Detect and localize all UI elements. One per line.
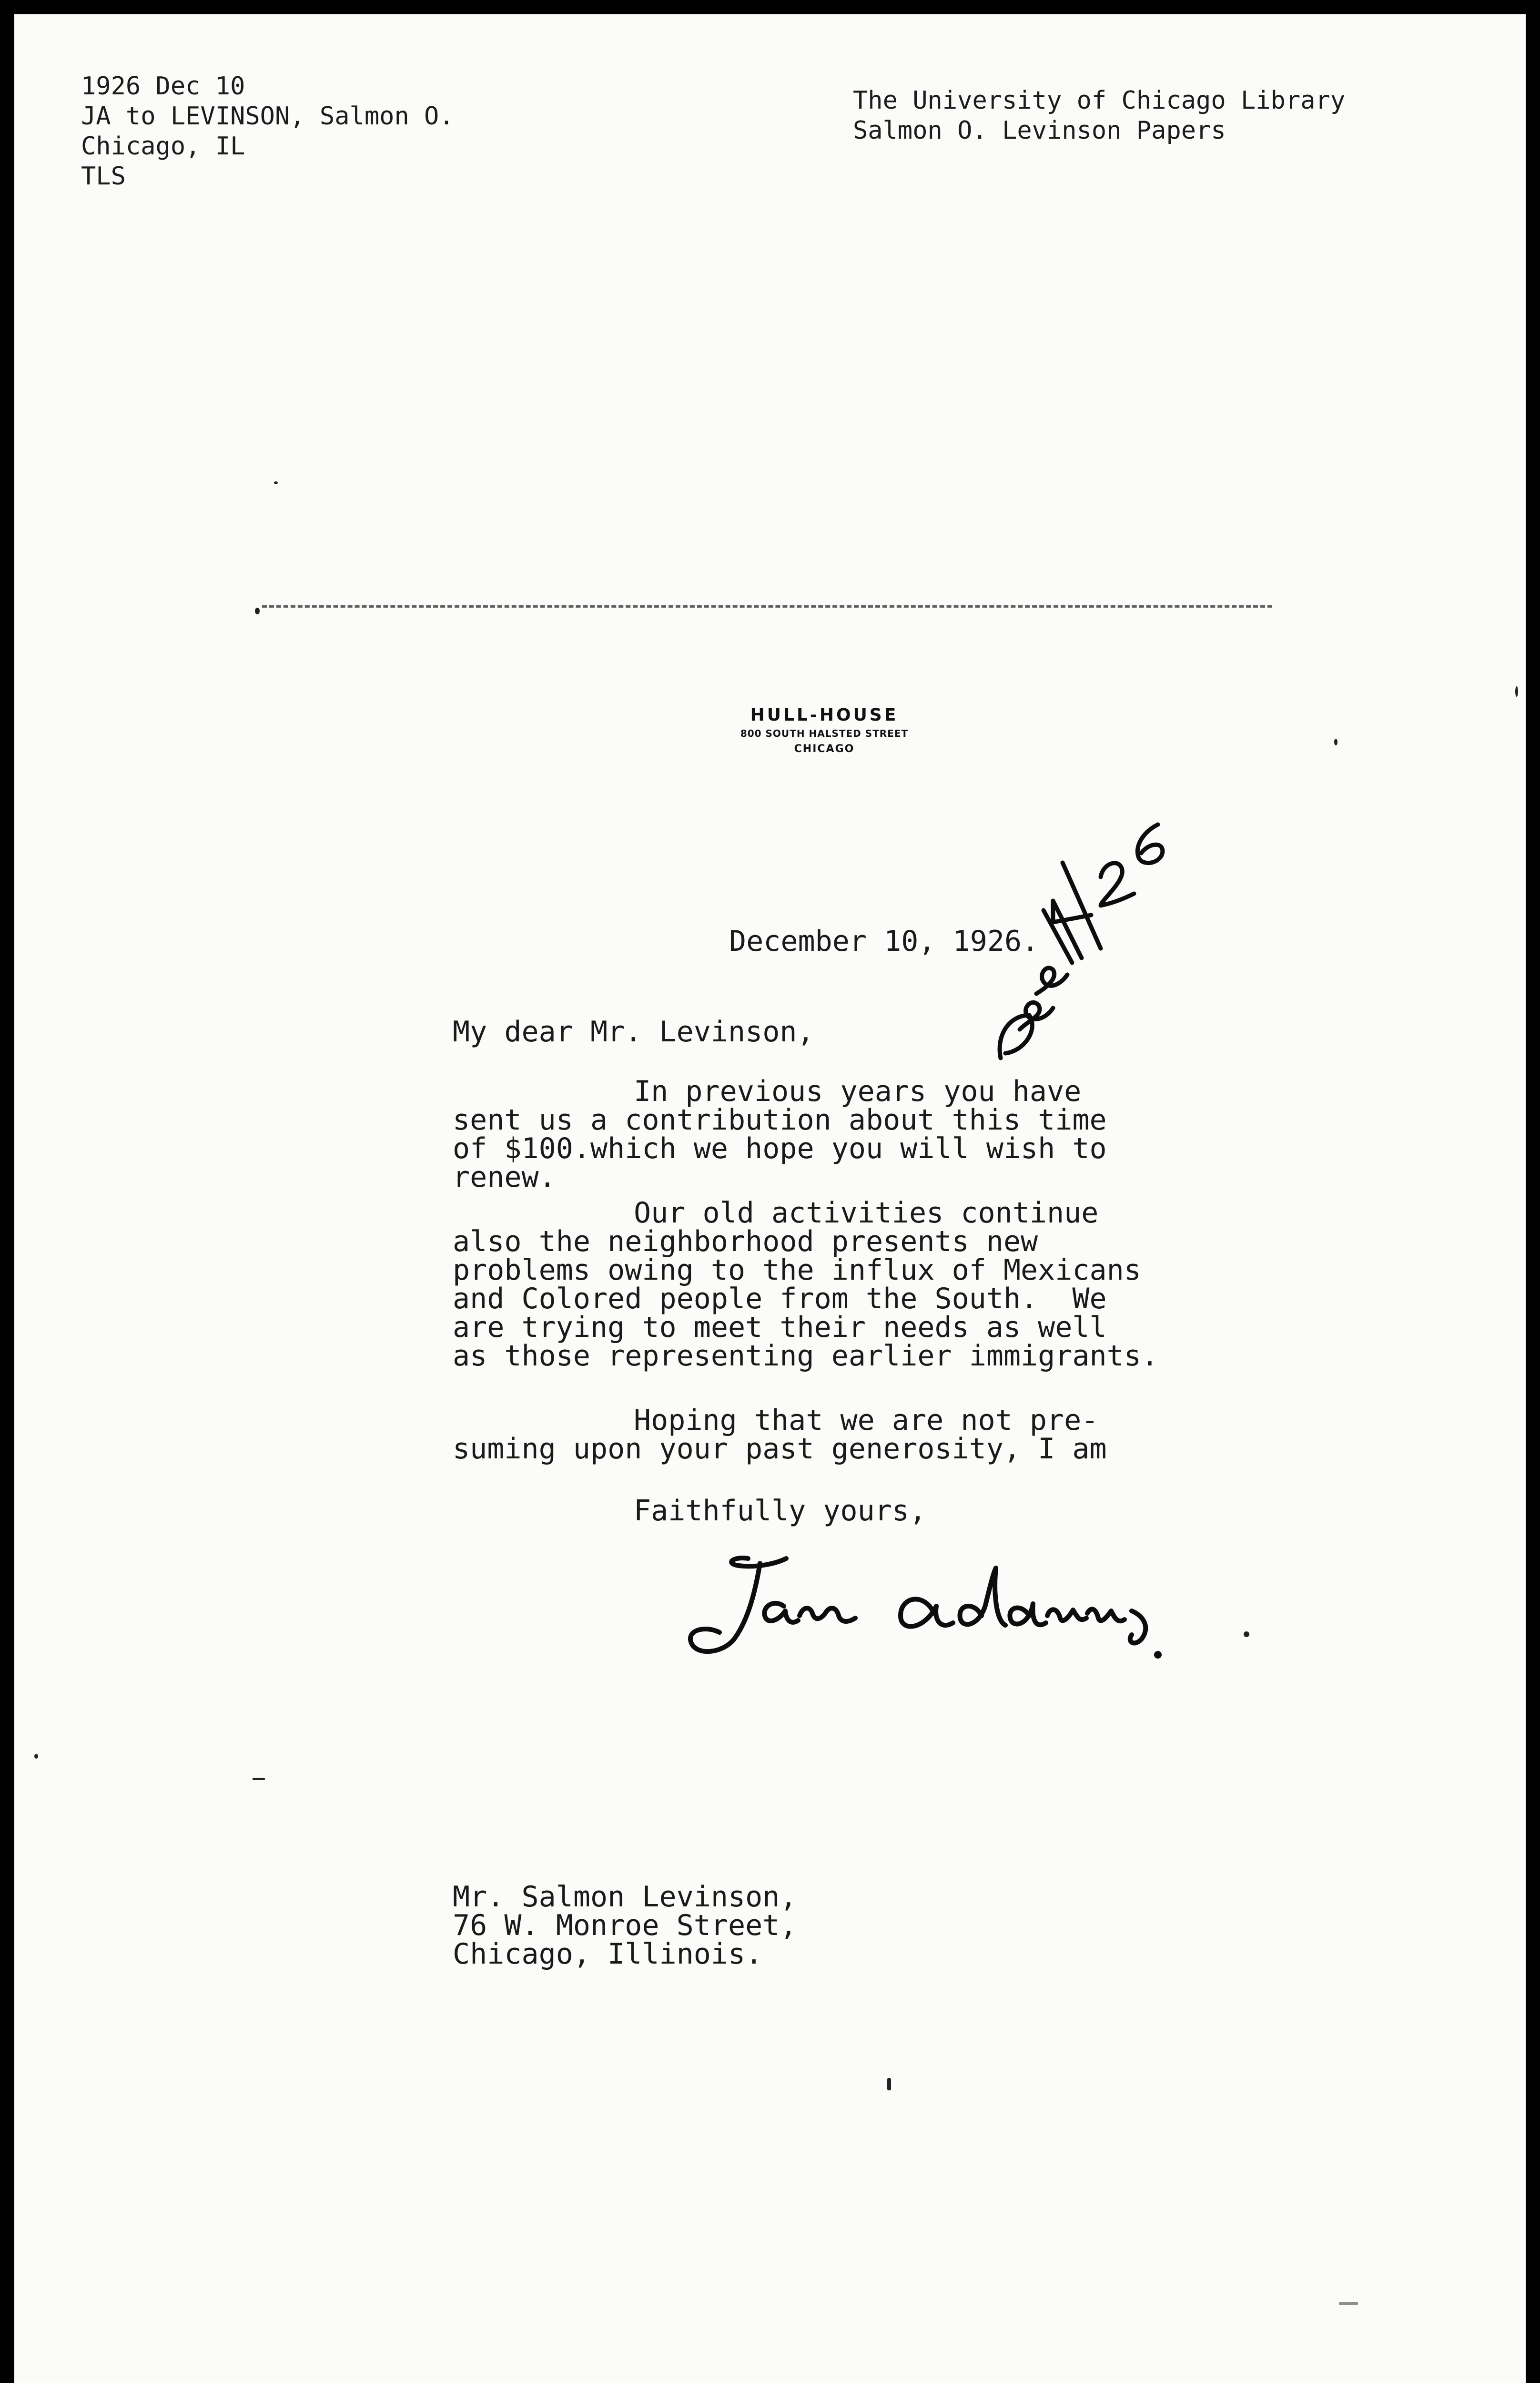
signature-jane-addams bbox=[677, 1544, 1272, 1668]
repository-collection: Salmon O. Levinson Papers bbox=[853, 116, 1226, 145]
document-page bbox=[14, 14, 1526, 2383]
paragraph-1-line: renew. bbox=[453, 1161, 556, 1194]
letterhead-address: 800 SOUTH HALSTED STREET bbox=[740, 728, 909, 739]
paragraph-2-line: and Colored people from the South. We bbox=[453, 1282, 1107, 1315]
scan-speck bbox=[1334, 739, 1337, 745]
paragraph-2-line: problems owing to the influx of Mexicans bbox=[453, 1253, 1141, 1287]
scan-speck bbox=[255, 608, 260, 614]
letterhead bbox=[586, 705, 1063, 755]
paragraph-1-line: of $100.which we hope you will wish to bbox=[453, 1132, 1107, 1165]
paragraph-2-line: also the neighborhood presents new bbox=[453, 1225, 1038, 1258]
repository-info bbox=[853, 86, 1345, 146]
paragraph-2-line: are trying to meet their needs as well bbox=[453, 1311, 1107, 1344]
scan-speck bbox=[34, 1754, 38, 1759]
paragraph-1-line: sent us a contribution about this time bbox=[453, 1103, 1107, 1137]
catalog-place: Chicago, IL bbox=[81, 132, 245, 161]
catalog-correspondents: JA to LEVINSON, Salmon O. bbox=[81, 102, 454, 131]
closing: Faithfully yours, bbox=[634, 1494, 927, 1528]
recipient-line: Chicago, Illinois. bbox=[453, 1937, 763, 1971]
catalog-date: 1926 Dec 10 bbox=[81, 72, 245, 101]
paragraph-1-line: In previous years you have bbox=[634, 1075, 1082, 1108]
paragraph-2-line: Our old activities continue bbox=[634, 1196, 1099, 1230]
salutation: My dear Mr. Levinson, bbox=[453, 1015, 814, 1049]
catalog-metadata bbox=[81, 71, 454, 192]
recipient-line: 76 W. Monroe Street, bbox=[453, 1909, 797, 1942]
paragraph-2-line: as those representing earlier immigrants. bbox=[453, 1339, 1159, 1373]
recipient-line: Mr. Salmon Levinson, bbox=[453, 1880, 797, 1914]
scan-separator-line bbox=[262, 605, 1272, 608]
catalog-form: TLS bbox=[81, 162, 126, 191]
letterhead-name: HULL-HOUSE bbox=[750, 705, 899, 725]
scan-speck bbox=[1515, 686, 1518, 697]
letterhead-city: CHICAGO bbox=[794, 743, 855, 755]
paragraph-3-line: Hoping that we are not pre- bbox=[634, 1404, 1099, 1437]
scan-speck bbox=[887, 2078, 891, 2090]
repository-library: The University of Chicago Library bbox=[853, 86, 1346, 115]
scan-speck bbox=[253, 1778, 265, 1780]
scan-speck bbox=[1339, 2302, 1358, 2305]
paragraph-3-line: suming upon your past generosity, I am bbox=[453, 1432, 1107, 1466]
handwritten-received-date bbox=[982, 805, 1182, 1072]
scan-speck bbox=[274, 481, 278, 484]
letter-date: December 10, 1926. bbox=[729, 925, 1039, 958]
